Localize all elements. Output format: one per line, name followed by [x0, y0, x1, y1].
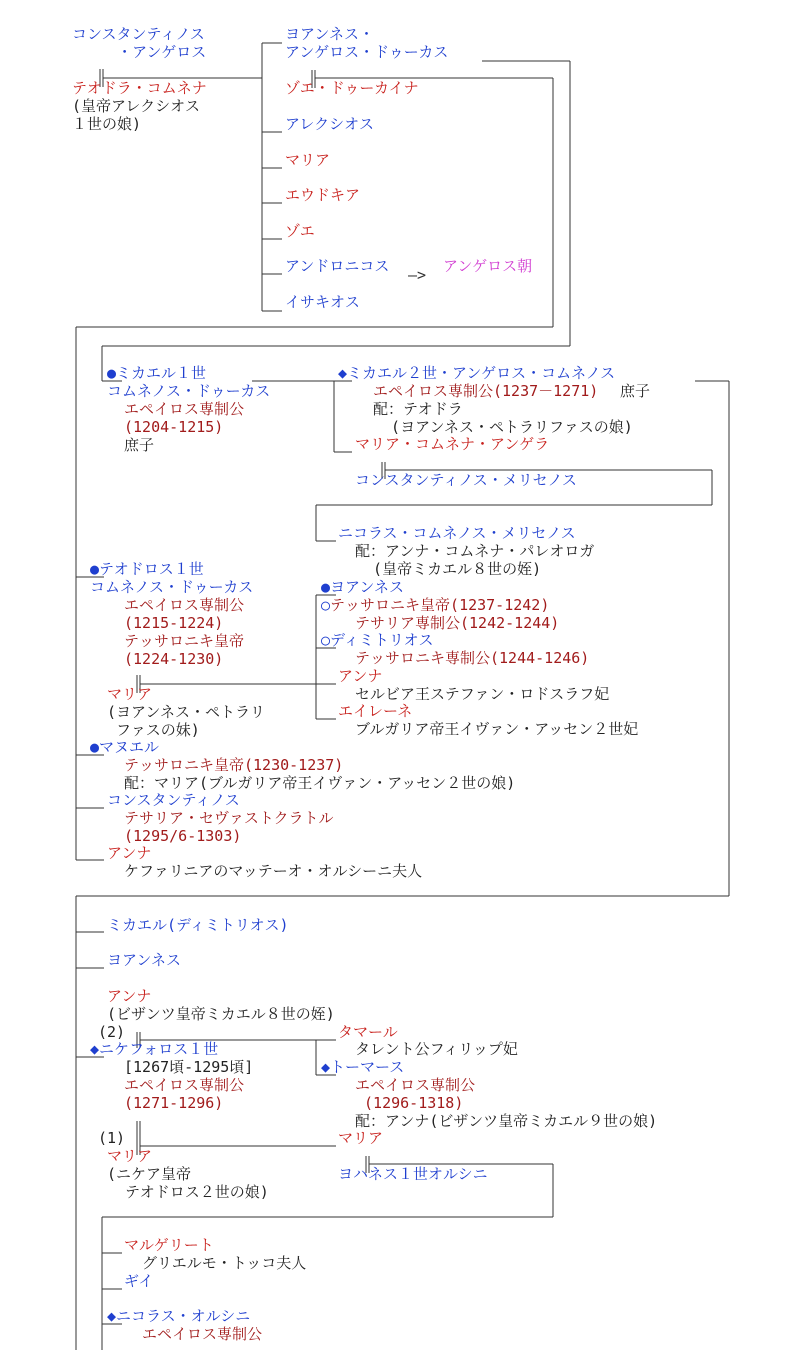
person-text-line	[90, 560, 253, 578]
person-text-line	[72, 115, 200, 133]
person-text: ケファリニアのマッテーオ・オルシーニ夫人	[124, 862, 423, 880]
person-maria-petraliphas	[107, 685, 152, 703]
person-ioannes-angelos-doukas	[285, 25, 448, 61]
person-michael-1	[107, 364, 270, 400]
person-text-line	[107, 382, 270, 400]
person-maria-1	[285, 151, 330, 169]
person-text: セルビア王ステファン・ロドスラフ妃	[355, 685, 610, 703]
person-text: テサリア専制公(1242-1244)	[355, 614, 560, 632]
person-text: ミカエル２世・アンゲロス・コムネノス	[347, 364, 616, 382]
person-manuel	[90, 738, 159, 756]
person-text: テサリア・セヴァストクラトル	[124, 809, 334, 827]
person-text-line	[285, 43, 448, 61]
despot-marker-icon: ◆	[90, 1040, 100, 1058]
person-text: 配：アンナ・コムネナ・パレオロガ	[355, 542, 595, 560]
person-text: (ヨアンネス・ペトラリ	[107, 703, 265, 721]
emperor-marker-icon: ●	[90, 738, 100, 756]
person-text-line	[355, 1094, 475, 1112]
person-text-line	[107, 364, 270, 382]
person-theodoros-1-detail	[124, 596, 244, 668]
person-maria-orsini	[338, 1129, 383, 1147]
person-text: ヨアンネス	[330, 578, 404, 596]
person-isaakios	[285, 293, 360, 311]
person-text-line	[107, 703, 265, 721]
person-text: イサキオス	[285, 293, 360, 311]
person-anna-wife2	[107, 987, 151, 1005]
person-text-line	[338, 364, 615, 382]
person-text-line	[124, 862, 422, 880]
person-text-line	[355, 720, 638, 738]
person-text-line	[373, 382, 598, 400]
person-text-line	[107, 1183, 269, 1201]
person-text-line	[355, 649, 589, 667]
person-text-line	[124, 1076, 244, 1094]
person-ioannes-thess-emp	[321, 596, 549, 614]
person-text: アンゲロス・ドゥーカス	[285, 43, 449, 61]
person-text: アンナ	[107, 987, 152, 1005]
person-text: ニケフォロス１世	[99, 1040, 219, 1058]
person-maria-nicaea	[107, 1147, 152, 1165]
person-anna-serbia-note	[355, 685, 609, 703]
person-text-line	[124, 400, 244, 418]
person-text: エペイロス専制公	[142, 1325, 263, 1343]
emperor-marker-icon: ●	[90, 560, 100, 578]
person-text-line	[355, 542, 594, 560]
person-text-line	[355, 471, 577, 489]
person-text: ファスの妹)	[107, 721, 200, 739]
person-michael-1-note	[124, 436, 154, 454]
person-text: ゾエ	[285, 222, 315, 240]
dynasty-arrow: —>	[408, 266, 427, 284]
person-text: コンスタンティノス	[72, 25, 205, 43]
person-text: [1267頃-1295頃]	[124, 1058, 254, 1076]
person-marriage-2	[98, 1023, 125, 1041]
person-text-line	[124, 774, 515, 792]
person-text-line	[443, 257, 532, 275]
person-text: タマール	[338, 1023, 398, 1041]
person-text-line	[142, 1254, 306, 1272]
person-manuel-detail	[124, 756, 343, 774]
person-text: (1204-1215)	[124, 418, 224, 436]
person-text: 庶子	[620, 382, 651, 400]
person-marguerite-note	[142, 1254, 306, 1272]
person-nikolaos-meliss	[338, 524, 576, 542]
person-text: アンドロニコス	[285, 257, 390, 275]
person-text: マリア・コムネナ・アンゲラ	[355, 435, 550, 453]
person-ioannes-thess-detail	[355, 614, 559, 632]
thessaloniki-marker-icon: ○	[321, 596, 331, 614]
person-text-line	[124, 1236, 214, 1254]
person-text: トーマース	[330, 1058, 405, 1076]
person-text-line	[620, 382, 650, 400]
person-guy	[124, 1272, 153, 1290]
person-tamar-note	[355, 1040, 518, 1058]
person-michael-2-spouse	[373, 400, 633, 436]
person-text-line	[285, 115, 374, 133]
person-anna-kefalonia-note	[124, 862, 422, 880]
person-dimitrios	[321, 631, 434, 649]
person-text-line	[124, 614, 244, 632]
person-text: エペイロス専制公	[124, 596, 245, 614]
person-konstantinos-angelos	[72, 25, 206, 61]
person-text-line	[98, 1023, 125, 1041]
person-text-line	[124, 756, 343, 774]
person-konstantinos-thessaly	[107, 791, 240, 809]
person-michael-2-note	[620, 382, 650, 400]
person-johannes-orsini	[338, 1165, 488, 1183]
person-michael-1-detail	[124, 400, 244, 436]
person-text: (1295/6-1303)	[124, 827, 242, 845]
person-text-line	[285, 151, 330, 169]
person-konstantinos-thessaly-detail	[124, 809, 334, 845]
person-text-line	[107, 1147, 152, 1165]
person-text: テッサロニキ専制公(1244-1246)	[355, 649, 590, 667]
person-text-line	[107, 844, 151, 862]
person-text: エペイロス専制公	[124, 400, 245, 418]
despot-marker-icon: ◆	[321, 1058, 331, 1076]
person-text-line	[355, 435, 549, 453]
person-text: ヨアンネス	[107, 951, 181, 969]
person-theodora-komnene	[72, 79, 207, 97]
person-text: (1296-1318)	[355, 1094, 464, 1112]
person-text: テオドロス１世	[99, 560, 204, 578]
person-text: マリア	[285, 151, 331, 169]
person-text: アレクシオス	[285, 115, 374, 133]
person-text-line	[338, 1023, 398, 1041]
person-text-line	[72, 79, 207, 97]
person-text-line	[107, 1307, 250, 1325]
person-text: (皇帝アレクシオス	[72, 97, 200, 115]
person-dimitrios-detail	[355, 649, 589, 667]
person-nikephoros-detail	[124, 1076, 244, 1112]
person-text: (2)	[98, 1023, 126, 1041]
person-text: コムネノス・ドゥーカス	[107, 382, 271, 400]
person-text-line	[321, 631, 434, 649]
person-text: 配：テオドラ	[373, 400, 463, 418]
person-text: ヨハネス１世オルシニ	[338, 1165, 488, 1183]
person-text-line	[355, 685, 609, 703]
person-text-line	[338, 524, 576, 542]
person-text-line	[285, 79, 419, 97]
person-theodoros-1	[90, 560, 253, 596]
person-text-line	[285, 222, 315, 240]
person-nikolaos-spouse	[355, 542, 594, 578]
person-text-line	[373, 418, 633, 436]
person-text-line	[124, 632, 244, 650]
person-text-line	[72, 25, 206, 43]
person-text: コムネノス・ドゥーカス	[90, 578, 254, 596]
person-text-line	[285, 257, 389, 275]
person-text: (ビザンツ皇帝ミカエル８世の姪)	[107, 1005, 335, 1023]
person-text: (1215-1224)	[124, 614, 224, 632]
person-text: アンゲロス朝	[443, 257, 533, 275]
person-text-line	[321, 1058, 404, 1076]
person-text-line	[124, 827, 334, 845]
person-text-line	[107, 951, 181, 969]
person-thomas	[321, 1058, 404, 1076]
person-text: アンナ	[107, 844, 152, 862]
person-manuel-spouse	[124, 774, 515, 792]
thessaloniki-marker-icon: ○	[321, 631, 331, 649]
person-michael-2-detail	[373, 382, 598, 400]
person-text-line	[338, 1129, 383, 1147]
person-text: (皇帝ミカエル８世の姪)	[355, 560, 542, 578]
person-text-line	[98, 1129, 125, 1147]
person-text-line	[338, 667, 382, 685]
person-text-line	[124, 436, 154, 454]
person-eudokia	[285, 186, 360, 204]
person-text: ミカエル(ディミトリオス)	[107, 916, 289, 934]
person-text: (1224-1230)	[124, 650, 224, 668]
person-text: エペイロス専制公	[124, 1076, 245, 1094]
person-text-line	[321, 578, 404, 596]
person-text-line	[355, 1040, 518, 1058]
person-text: マリア	[107, 685, 153, 703]
person-text: テオドラ・コムネナ	[72, 79, 207, 97]
person-text-line	[124, 650, 244, 668]
person-text: ニコラス・オルシニ	[116, 1307, 251, 1325]
person-text: エウドキア	[285, 186, 361, 204]
person-text-line	[107, 721, 265, 739]
person-ioannes-thess	[321, 578, 404, 596]
person-text: テッサロニキ皇帝	[124, 632, 245, 650]
despot-marker-icon: ◆	[338, 364, 348, 382]
person-marriage-1	[98, 1129, 125, 1147]
person-text: ディミトリオス	[330, 631, 434, 649]
person-text: マリア	[107, 1147, 153, 1165]
person-thomas-detail	[355, 1076, 475, 1112]
person-zoe-doukaina	[285, 79, 419, 97]
person-text: ニコラス・コムネノス・メリセノス	[338, 524, 576, 542]
person-text-line	[124, 1272, 153, 1290]
person-text: (ニケア皇帝	[107, 1165, 192, 1183]
despot-marker-icon: ◆	[107, 1307, 117, 1325]
person-text-line	[90, 1040, 218, 1058]
person-text: エペイロス専制公(1237－1271)	[373, 382, 599, 400]
person-text-line	[142, 1325, 262, 1343]
emperor-marker-icon: ●	[321, 578, 331, 596]
person-text: 配：マリア(ブルガリア帝王イヴァン・アッセン２世の娘)	[124, 774, 516, 792]
person-text-line	[285, 25, 448, 43]
person-text: マルゲリート	[124, 1236, 214, 1254]
person-tamar	[338, 1023, 398, 1041]
person-andronikos	[285, 257, 389, 275]
person-text-line	[321, 596, 549, 614]
person-text-line	[90, 738, 159, 756]
person-text-line	[124, 809, 334, 827]
person-anna-serbia	[338, 667, 382, 685]
person-text: マリア	[338, 1129, 384, 1147]
person-text: ヨアンネス・	[285, 25, 374, 43]
person-marguerite	[124, 1236, 214, 1254]
person-michael-2	[338, 364, 615, 382]
person-text-line	[107, 916, 289, 934]
person-text: アンナ	[338, 667, 383, 685]
person-text: ・アンゲロス	[72, 43, 207, 61]
person-michael-dimitrios	[107, 916, 289, 934]
person-anna-wife2-note	[107, 1005, 335, 1023]
person-text-line	[107, 685, 152, 703]
person-text: エペイロス専制公	[355, 1076, 476, 1094]
person-text: テッサロニキ皇帝(1237-1242)	[330, 596, 550, 614]
person-text-line	[72, 97, 200, 115]
person-text-line	[373, 400, 633, 418]
person-alexios	[285, 115, 374, 133]
person-nikolaos-orsini-detail	[142, 1325, 262, 1343]
person-text: コンスタンティノス	[107, 791, 240, 809]
person-text: 配：アンナ(ビザンツ皇帝ミカエル９世の娘)	[355, 1112, 658, 1130]
person-text: (1271-1296)	[124, 1094, 224, 1112]
person-text-line	[285, 293, 360, 311]
person-text-line	[355, 560, 594, 578]
person-text-line	[107, 1005, 335, 1023]
person-nikolaos-orsini	[107, 1307, 250, 1325]
person-text-line	[72, 43, 206, 61]
person-konstantinos-meliss	[355, 471, 577, 489]
person-text-line	[90, 578, 253, 596]
person-eirene-note	[355, 720, 638, 738]
person-nikephoros-life	[124, 1058, 253, 1076]
person-text: エイレーネ	[338, 702, 413, 720]
person-text-line	[107, 1165, 269, 1183]
person-text: グリエルモ・トッコ夫人	[142, 1254, 307, 1272]
person-text-line	[285, 186, 360, 204]
person-text-line	[124, 418, 244, 436]
person-text-line	[355, 1076, 475, 1094]
person-ioannes-3	[107, 951, 181, 969]
person-text: ブルガリア帝王イヴァン・アッセン２世妃	[355, 720, 639, 738]
person-thomas-spouse	[355, 1112, 657, 1130]
person-text-line	[355, 614, 559, 632]
person-text: テッサロニキ皇帝(1230-1237)	[124, 756, 344, 774]
person-text: ゾエ・ドゥーカイナ	[285, 79, 419, 97]
person-text-line	[124, 1094, 244, 1112]
person-text-line	[338, 1165, 488, 1183]
person-eirene	[338, 702, 412, 720]
person-zoe-2	[285, 222, 315, 240]
person-text: (ヨアンネス・ペトラリファスの娘)	[373, 418, 633, 436]
person-angelos-dynasty	[443, 257, 532, 275]
person-maria-nicaea-note	[107, 1165, 269, 1201]
person-text-line	[355, 1112, 657, 1130]
person-text: ギイ	[124, 1272, 154, 1290]
person-text-line	[107, 987, 151, 1005]
person-text: テオドロス２世の娘)	[107, 1183, 269, 1201]
person-maria-komnene-angela	[355, 435, 549, 453]
person-text: タレント公フィリップ妃	[355, 1040, 518, 1058]
person-text: マヌエル	[99, 738, 160, 756]
person-theodora-note	[72, 97, 200, 133]
person-text: 庶子	[124, 436, 155, 454]
person-text: コンスタンティノス・メリセノス	[355, 471, 577, 489]
person-text-line	[124, 596, 244, 614]
person-text: １世の娘)	[72, 115, 142, 133]
person-text-line	[107, 791, 240, 809]
person-text-line	[338, 702, 412, 720]
emperor-marker-icon: ●	[107, 364, 117, 382]
person-text-line	[124, 1058, 253, 1076]
person-text: (1)	[98, 1129, 126, 1147]
person-anna-kefalonia	[107, 844, 151, 862]
person-maria-petraliphas-note	[107, 703, 265, 739]
person-text: ミカエル１世	[116, 364, 207, 382]
person-nikephoros	[90, 1040, 218, 1058]
